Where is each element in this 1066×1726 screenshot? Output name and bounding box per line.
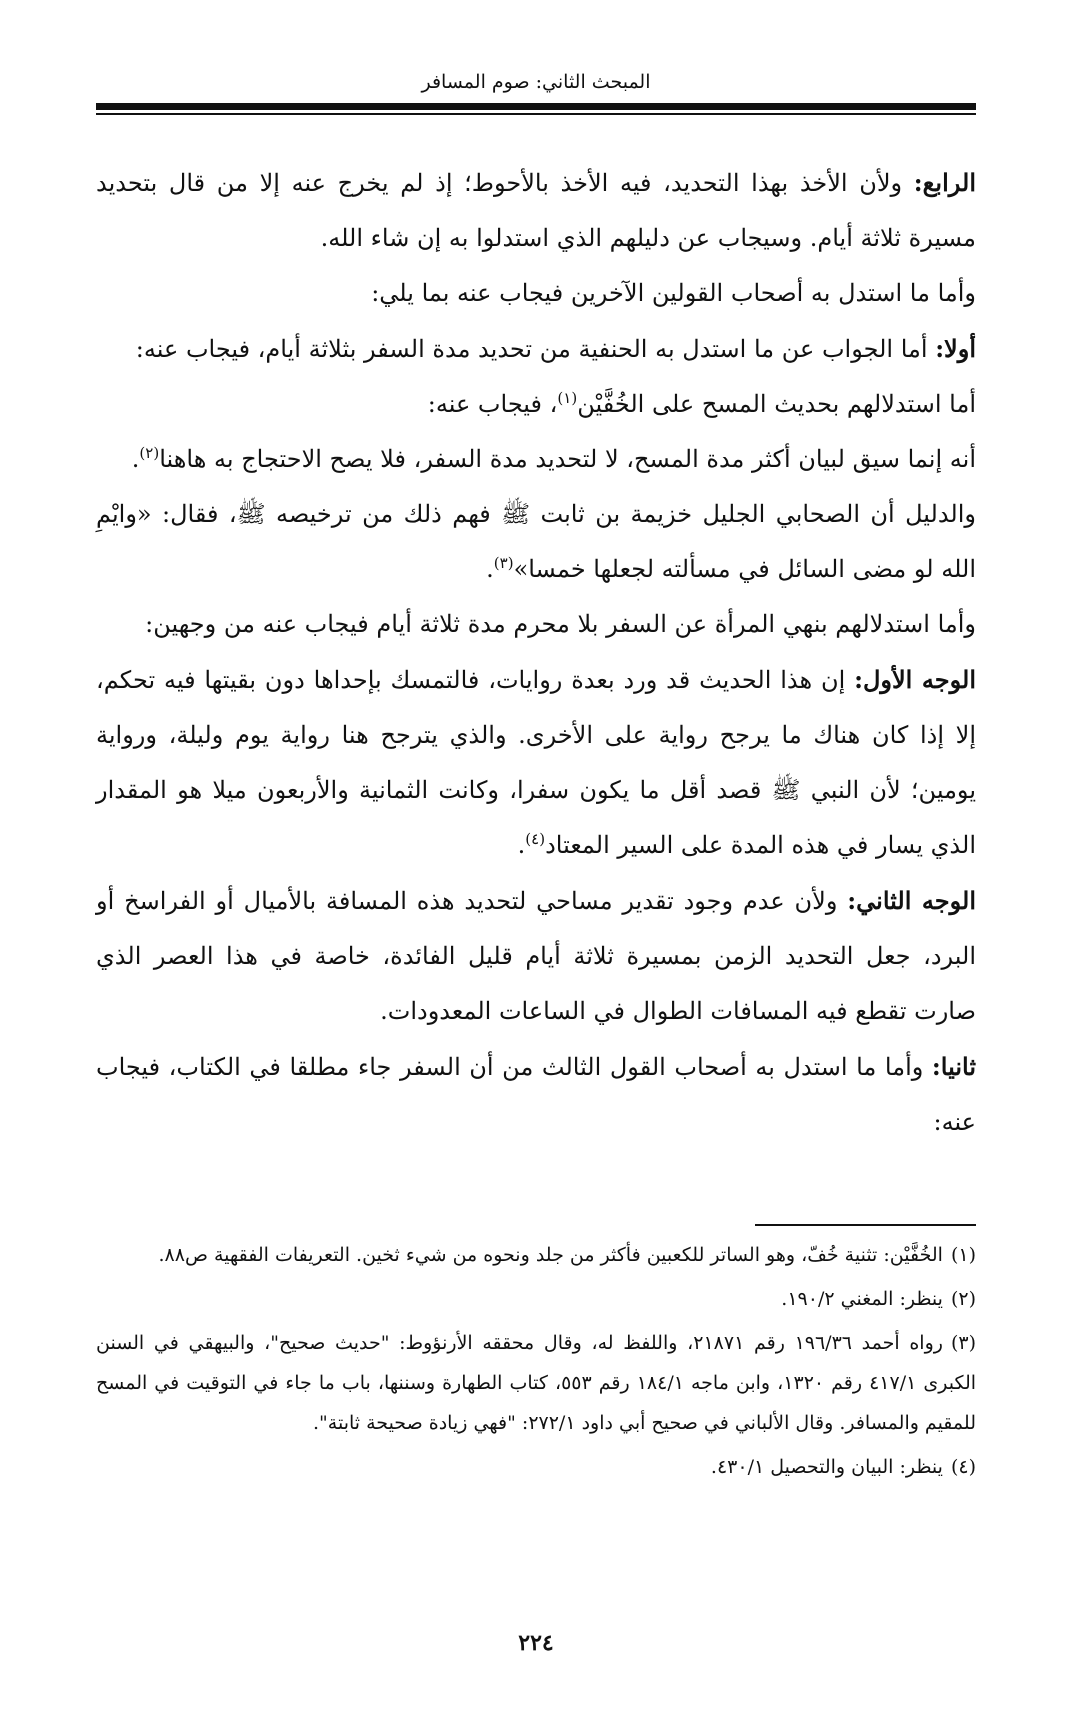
paragraph — [96, 266, 976, 321]
paragraph-label: الوجه الأول: — [854, 665, 976, 694]
paragraph-label: أولا: — [935, 334, 976, 363]
footnote-text: ينظر: المغني ١٩٠/٢. — [781, 1288, 943, 1310]
footnote-text: رواه أحمد ١٩٦/٣٦ رقم ٢١٨٧١، واللفظ له، وقال محققه الأرنؤوط: "حديث صحيح"، والبيهقي في السنن الكبرى ٤١٧/١ رقم ١٣٢٠، وابن ماجه ١٨٤/١ رقم ٥٥٣، كتاب الطهارة وسننها، باب ما جاء في التوقيت في المسح للمقيم والمسافر. وقال الألباني في صحيح أبي داود ٢٧٢/١: "فهي زيادة صحيحة ثابتة". — [96, 1332, 977, 1434]
footnote-item — [96, 1323, 976, 1443]
running-header-title: المبحث الثاني: صوم المسافر — [421, 71, 651, 93]
footnote-ref[interactable]: (٣) — [493, 554, 514, 572]
paragraph — [96, 432, 976, 487]
footnotes — [96, 1235, 976, 1491]
header-rule-thick — [96, 103, 976, 110]
paragraph-text: والدليل أن الصحابي الجليل خزيمة بن ثابت ﷺ فهم ذلك من ترخيصه ﷺ، فقال: «وايْمِ الله لو مضى السائل في مسألته لجعلها خمسا» — [96, 500, 976, 583]
paragraph-text: ولأن الأخذ بهذا التحديد، فيه الأخذ بالأحوط؛ إذ لم يخرج عنه إلا من قال بتحديد مسيرة ثلاثة أيام. وسيجاب عن دليلهم الذي استدلوا به إن شاء الله. — [96, 169, 976, 252]
paragraph — [96, 1039, 976, 1150]
footnote-item — [96, 1235, 976, 1275]
paragraph-text: أما استدلالهم بحديث المسح على الخُفَّيْن — [577, 390, 976, 418]
footnote-ref[interactable]: (١) — [557, 389, 578, 407]
paragraph-text: وأما استدلالهم بنهي المرأة عن السفر بلا محرم مدة ثلاثة أيام فيجاب عنه من وجهين: — [145, 610, 976, 638]
paragraph — [96, 377, 976, 432]
paragraph-text: أما الجواب عن ما استدل به الحنفية من تحديد مدة السفر بثلاثة أيام، فيجاب عنه: — [135, 335, 936, 363]
footnote-number: (٢) — [950, 1288, 976, 1310]
paragraph-text-after: . — [486, 555, 494, 583]
paragraph — [96, 321, 976, 377]
footnote-number: (١) — [950, 1244, 976, 1266]
header-rule-thin — [96, 113, 976, 115]
footnote-separator — [755, 1224, 976, 1226]
footnote-number: (٤) — [950, 1456, 976, 1478]
paragraph-text: ولأن عدم وجود تقدير مساحي لتحديد هذه المسافة بالأميال أو الفراسخ أو البرد، جعل التحديد الزمن بمسيرة ثلاثة أيام قليل الفائدة، خاصة في هذا العصر الذي صارت تقطع فيه المسافات الطوال في الساعات المعدودات. — [96, 887, 976, 1025]
footnote-number: (٣) — [950, 1332, 976, 1354]
paragraph — [96, 597, 976, 652]
paragraph — [96, 487, 976, 597]
footnote-text: ينظر: البيان والتحصيل ٤٣٠/١. — [710, 1456, 943, 1478]
paragraph-text-after: . — [517, 831, 526, 859]
paragraph-text: إن هذا الحديث قد ورد بعدة روايات، فالتمسك بإحداها دون بقيتها فيه تحكم، إلا إذا كان هناك ما يرجح رواية على الأخرى. والذي يترجح هنا رواية يوم وليلة، ورواية يومين؛ لأن النبي ﷺ قصد أقل ما يكون سفرا، وكانت الثمانية والأربعون ميلا هو المقدار الذي يسار في هذه المدة على السير المعتاد — [96, 666, 976, 859]
paragraph-text: وأما ما استدل به أصحاب القول الثالث من أن السفر جاء مطلقا في الكتاب، فيجاب عنه: — [96, 1053, 976, 1136]
footnote-item — [96, 1279, 976, 1319]
paragraph-text: وأما ما استدل به أصحاب القولين الآخرين فيجاب عنه بما يلي: — [371, 279, 976, 307]
paragraph-text-after: . — [131, 445, 140, 473]
page-number: ٢٢٤ — [518, 1630, 554, 1656]
paragraph — [96, 155, 976, 266]
footnote-ref[interactable]: (٤) — [525, 830, 546, 848]
main-text — [96, 155, 976, 1150]
paragraph-label: ثانيا: — [931, 1052, 976, 1081]
footnote-ref[interactable]: (٢) — [139, 444, 160, 462]
paragraph-label: الوجه الثاني: — [847, 886, 976, 915]
paragraph-text: أنه إنما سيق لبيان أكثر مدة المسح، لا لتحديد مدة السفر، فلا يصح الاحتجاج به هاهنا — [159, 445, 976, 473]
paragraph — [96, 652, 976, 873]
paragraph-text-after: ، فيجاب عنه: — [427, 390, 558, 418]
running-header — [96, 68, 976, 96]
footnote-item — [96, 1447, 976, 1487]
paragraph — [96, 873, 976, 1039]
footnote-text: الخُفَّيْن: تثنية خُفّ، وهو الساتر للكعبين فأكثر من جلد ونحوه من شيء ثخين. التعريفات الفقهية ص٨٨. — [158, 1244, 943, 1266]
paragraph-label: الرابع: — [913, 168, 976, 197]
